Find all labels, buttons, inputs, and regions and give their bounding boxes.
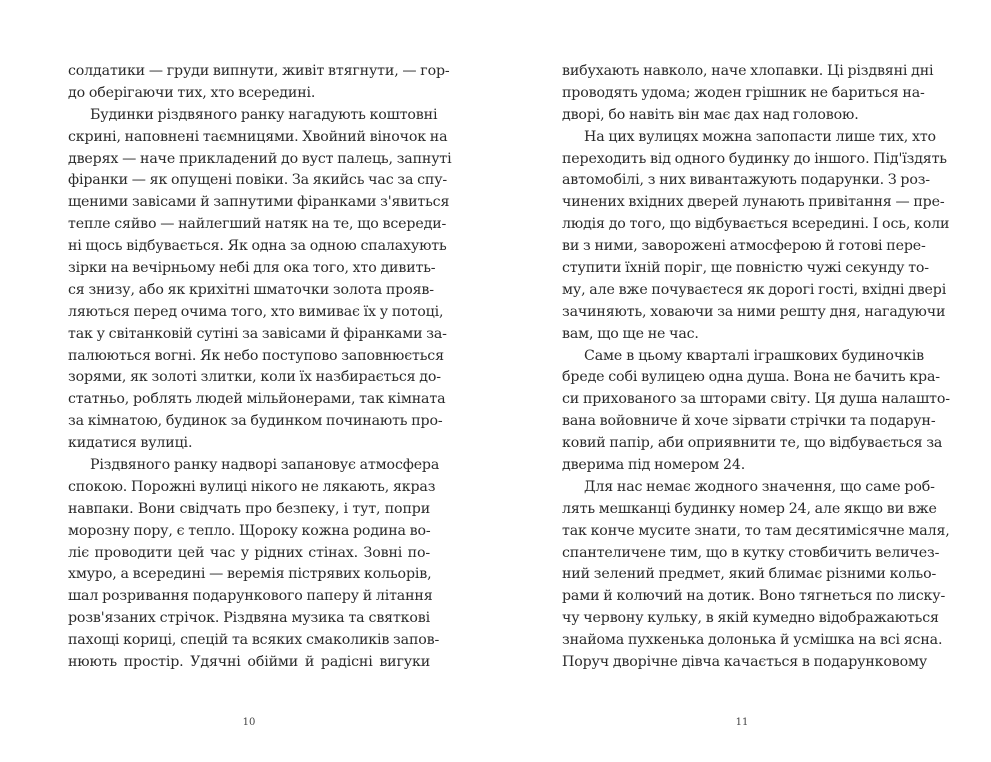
text-line: вана войовниче й хоче зірвати стрічки та подарун- <box>562 413 936 430</box>
text-line: Різдвяного ранку надворі запановує атмосфера <box>90 457 440 474</box>
text-line: зірки на вечірньому небі для ока того, хто дивить- <box>68 260 436 277</box>
text-line: дверима під номером 24. <box>562 457 746 474</box>
text-line: фіранки — як опущені повіки. За якийсь час за спу- <box>68 172 448 189</box>
text-line: пахощі кориці, спецій та всяких смаколиків запов- <box>68 632 440 649</box>
text-line: кидатися вулиці. <box>68 435 193 452</box>
text-line: рами й колючий на дотик. Воно тягнеться по лиску- <box>562 588 946 605</box>
text-line: вам, що ще не час. <box>562 325 699 342</box>
text-line: статньо, роблять людей мільйонерами, так кімната <box>68 391 446 408</box>
text-line: нюють простір. Удячні обійми й радісні вигуки <box>68 654 430 671</box>
text-line: дверях — наче прикладений до вуст палець, запнуті <box>68 150 452 167</box>
text-line: тепле сяйво — найлегший натяк на те, що всереди- <box>68 216 447 233</box>
text-line: людія до того, що відбувається всередині. І ось, коли <box>562 216 950 233</box>
text-line: Для нас немає жодного значення, що саме роб- <box>584 478 935 495</box>
text-line: ви з ними, заворожені атмосферою й готові пере- <box>562 238 926 255</box>
text-line: ляються перед очима того, хто вимиває їх у потоці, <box>68 303 444 320</box>
text-line: дворі, бо навіть він має дах над головою. <box>562 106 859 123</box>
text-line: спокою. Порожні вулиці нікого не лякають, якраз <box>68 478 436 495</box>
text-line: ступити їхній поріг, ще повністю чужі секунду то- <box>562 260 929 277</box>
text-line: зачиняють, ховаючи за ними решту дня, нагадуючи <box>562 303 946 320</box>
text-line: скрині, наповнені таємницями. Хвойний віночок на <box>68 128 448 145</box>
text-line: шал розривання подарункового паперу й літання <box>68 588 433 605</box>
text-line: хмуро, а всередині — веремія пістрявих кольорів, <box>68 566 432 583</box>
text-line: спантеличене тим, що в кутку стовбичить величез- <box>562 544 940 561</box>
text-line: до оберігаючи тих, хто всередині. <box>68 84 316 101</box>
text-line: ний зелений предмет, який блимає різними кольо- <box>562 566 937 583</box>
text-line: чинених вхідних дверей лунають привітання — пре- <box>562 194 945 211</box>
text-line: навпаки. Вони свідчать про безпеку, і тут, попри <box>68 500 430 517</box>
text-line: проводять удома; жоден грішник не бариться на- <box>562 84 925 101</box>
text-line: так конче мусите знати, то там десятимісячне маля, <box>562 522 950 539</box>
text-line: знайома пухкенька долонька й усмішка на всі ясна. <box>562 632 943 649</box>
text-line: му, але вже почуваєтеся як дорогі гості, вхідні двері <box>562 281 947 298</box>
text-line: ковий папір, аби оприявнити те, що відбувається за <box>562 435 943 452</box>
text-line: бреде собі вулицею одна душа. Вона не бачить кра- <box>562 369 940 386</box>
left-page-text <box>68 61 452 674</box>
text-line: зорями, як золоті злитки, коли їх назбирається до- <box>68 369 441 386</box>
text-line: так у світанковій сутіні за завісами й фіранками за- <box>68 325 447 342</box>
right-page-text <box>562 61 950 674</box>
text-line: переходить від одного будинку до іншого. Під'їздять <box>562 150 947 167</box>
text-line: щеними завісами й запнутими фіранками з'явиться <box>68 194 450 211</box>
text-line: си прихованого за шторами світу. Ця душа налашто- <box>562 391 950 408</box>
text-line: ся знизу, або як крихітні шматочки золота прояв- <box>68 281 434 298</box>
text-line: ні щось відбувається. Як одна за одною спалахують <box>68 238 447 255</box>
text-line: Будинки різдвяного ранку нагадують коштовні <box>90 106 438 123</box>
text-line: палюються вогні. Як небо поступово заповнюється <box>68 347 444 364</box>
text-line: Саме в цьому кварталі іграшкових будиночків <box>584 347 924 364</box>
text-line: ліє проводити цей час у рідних стінах. Зовні по- <box>68 544 430 561</box>
text-line: солдатики — груди випнути, живіт втягнути, — гор- <box>68 63 450 79</box>
text-line: за кімнатою, будинок за будинком починають про- <box>68 413 443 430</box>
text-line: чу червону кульку, в якій кумедно відображаються <box>562 610 939 627</box>
text-line: розв'язаних стрічок. Різдвяна музика та святкові <box>68 610 430 627</box>
page-number-right: 11 <box>735 717 749 728</box>
text-line: На цих вулицях можна запопасти лише тих, хто <box>584 128 936 145</box>
text-line: вибухають навколо, наче хлопавки. Ці різдвяні дні <box>562 63 934 79</box>
text-line: морозну пору, є тепло. Щороку кожна родина во- <box>68 522 431 539</box>
text-line: лять мешканці будинку номер 24, але якщо ви вже <box>562 500 937 517</box>
text-line: автомобілі, з них вивантажують подарунки. З роз- <box>562 172 930 189</box>
text-line: Поруч дворічне дівча качається в подарунковому <box>562 654 928 671</box>
page-number-left: 10 <box>242 717 256 728</box>
